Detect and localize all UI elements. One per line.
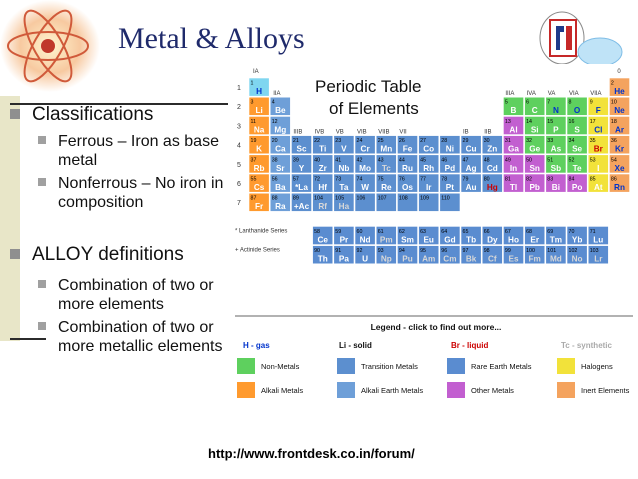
element-number: 74 xyxy=(356,176,363,183)
element-symbol: Ru xyxy=(402,163,413,173)
element-number: 36 xyxy=(610,138,617,145)
element-symbol: K xyxy=(256,144,263,154)
element-symbol: Ag xyxy=(465,163,477,173)
element-number: 103 xyxy=(589,248,599,255)
element-number: 85 xyxy=(589,176,596,183)
sub-bullet-ferrous: Ferrous – Iron as base metal xyxy=(8,132,232,170)
element-symbol: Re xyxy=(381,183,392,192)
element-number: 108 xyxy=(398,195,408,202)
actinide-label: + Actinide Series xyxy=(235,247,280,254)
element-symbol: Al xyxy=(509,125,518,135)
element-number: 94 xyxy=(398,248,405,255)
group-label: VB xyxy=(335,129,344,136)
element-symbol: B xyxy=(510,106,517,116)
element-symbol: C xyxy=(531,106,538,116)
element-number: 50 xyxy=(526,157,533,164)
element-symbol: Mo xyxy=(359,163,372,173)
element-number: 18 xyxy=(610,118,617,125)
element-number: 84 xyxy=(568,176,575,183)
element-symbol: Be xyxy=(275,106,286,116)
element-symbol: Zr xyxy=(318,163,327,173)
element-symbol: Dy xyxy=(487,235,498,245)
element-number: 29 xyxy=(462,138,469,145)
element-number: 37 xyxy=(250,157,257,164)
element-number: 101 xyxy=(547,248,557,255)
element-symbol: Kr xyxy=(614,144,625,154)
element-number: 43 xyxy=(377,157,384,164)
element-number: 107 xyxy=(377,195,387,202)
element-number: 83 xyxy=(547,176,554,183)
period-label: 5 xyxy=(237,161,241,169)
element-number: 53 xyxy=(589,157,596,164)
element-number: 87 xyxy=(250,195,257,202)
element-number: 19 xyxy=(250,138,257,145)
element-symbol: Fm xyxy=(528,254,541,264)
element-number: 12 xyxy=(271,118,278,125)
element-symbol: Cu xyxy=(465,144,477,154)
element-symbol: Pd xyxy=(444,163,456,173)
element-symbol: Pu xyxy=(402,254,413,264)
element-number: 72 xyxy=(314,176,321,183)
element-number: 39 xyxy=(292,157,299,164)
element-number: 80 xyxy=(483,176,490,183)
legend-label: Inert Elements xyxy=(581,386,630,395)
element-number: 11 xyxy=(250,118,256,125)
element-symbol: Rn xyxy=(614,183,625,192)
group-label: VIA xyxy=(569,91,579,98)
period-label: 7 xyxy=(237,200,241,208)
element-symbol: Rh xyxy=(423,163,435,173)
element-number: 2 xyxy=(610,80,614,87)
bullet-classifications: Classifications xyxy=(8,104,232,126)
element-symbol: U xyxy=(362,254,369,264)
group-label: IIA xyxy=(273,91,281,98)
element-symbol: Pt xyxy=(445,183,454,192)
element-symbol: Mg xyxy=(274,125,287,135)
element-number: 24 xyxy=(356,138,363,145)
element-number: 52 xyxy=(568,157,575,164)
group-label: VIIB xyxy=(378,129,390,136)
legend-label: Alkali Metals xyxy=(261,386,304,395)
periodic-table-image[interactable] xyxy=(231,64,637,404)
atom-icon xyxy=(0,0,100,92)
element-symbol: Es xyxy=(508,254,519,264)
element-number: 96 xyxy=(441,248,448,255)
element-number: 1 xyxy=(250,80,254,87)
legend-swatch xyxy=(237,358,255,374)
element-symbol: Ti xyxy=(319,144,327,154)
element-symbol: Sc xyxy=(296,144,307,154)
group-label: IA xyxy=(253,69,259,75)
period-label: 2 xyxy=(237,104,241,112)
element-symbol: Ca xyxy=(275,144,286,154)
element-symbol: Tl xyxy=(509,183,518,192)
group-label: VIB xyxy=(357,129,367,136)
element-symbol: Sm xyxy=(401,235,414,245)
element-symbol: Si xyxy=(530,125,539,135)
element-number: 90 xyxy=(314,248,321,255)
element-symbol: Pa xyxy=(338,254,349,264)
element-symbol: Yb xyxy=(571,235,583,245)
element-symbol: Sn xyxy=(529,163,540,173)
element-number: 60 xyxy=(356,228,363,235)
group-label: IVA xyxy=(526,91,536,98)
sub-bullet-alloy-1: Combination of two or more elements xyxy=(8,276,232,314)
element-symbol: Ne xyxy=(614,106,625,116)
element-number: 93 xyxy=(377,248,384,255)
element-number: 40 xyxy=(314,157,321,164)
element-number: 104 xyxy=(314,195,323,202)
element-symbol: Hg xyxy=(486,183,498,192)
element-number: 28 xyxy=(441,138,448,145)
element-number: 25 xyxy=(377,138,384,145)
group-label: IIIB xyxy=(293,129,303,136)
legend-swatch xyxy=(337,358,355,374)
element-number: 110 xyxy=(441,195,450,202)
element-symbol: Tb xyxy=(466,235,477,245)
element-number: 70 xyxy=(568,228,575,235)
element-number: 30 xyxy=(483,138,490,145)
element-number: 89 xyxy=(292,195,299,202)
periodic-table-subtitle: of Elements xyxy=(329,99,419,118)
legend-swatch xyxy=(447,382,465,398)
element-symbol: Lu xyxy=(593,235,604,245)
group-label: IIB xyxy=(484,129,492,136)
element-number: 91 xyxy=(335,248,342,255)
element-symbol: Ra xyxy=(275,202,286,212)
element-number: 100 xyxy=(526,248,535,255)
element-symbol: Cr xyxy=(360,144,370,154)
element-symbol: Ge xyxy=(529,144,541,154)
group-label: IVB xyxy=(314,129,325,136)
element-number: 6 xyxy=(526,99,530,106)
element-number: 15 xyxy=(547,118,554,125)
element-number: 97 xyxy=(462,248,469,255)
element-number: 20 xyxy=(271,138,278,145)
element-symbol: In xyxy=(509,163,518,173)
element-symbol: Ce xyxy=(317,235,328,245)
element-symbol: W xyxy=(361,183,369,192)
element-number: 42 xyxy=(356,157,363,164)
element-number: 14 xyxy=(526,118,533,125)
bullet-alloy-definitions: ALLOY definitions xyxy=(8,244,232,266)
element-number: 102 xyxy=(568,248,578,255)
element-number: 31 xyxy=(504,138,511,145)
element-number: 69 xyxy=(547,228,554,235)
legend-swatch xyxy=(557,358,575,374)
element-symbol: Bk xyxy=(465,254,477,264)
element-number: 66 xyxy=(483,228,490,235)
element-symbol: Se xyxy=(572,144,583,154)
element-number: 8 xyxy=(568,99,572,106)
element-number: 35 xyxy=(589,138,596,145)
legend-label: Alkali Earth Metals xyxy=(361,386,424,395)
element-number: 82 xyxy=(526,176,533,183)
element-number: 9 xyxy=(589,99,593,106)
element-number: 77 xyxy=(420,176,427,183)
element-number: 27 xyxy=(420,138,427,145)
element-symbol: Te xyxy=(572,163,582,173)
group-label: IB xyxy=(463,129,469,136)
element-symbol: Nb xyxy=(338,163,350,173)
legend-state: Tc - synthetic xyxy=(561,341,612,350)
element-symbol: Cl xyxy=(594,125,603,135)
element-symbol: Y xyxy=(298,163,305,173)
element-number: 17 xyxy=(589,118,596,125)
element-number: 45 xyxy=(420,157,427,164)
element-number: 38 xyxy=(271,157,278,164)
element-number: 33 xyxy=(547,138,554,145)
element-symbol: Xe xyxy=(614,163,625,173)
element-number: 99 xyxy=(504,248,511,255)
legend-state: H - gas xyxy=(243,341,270,350)
element-symbol: Sb xyxy=(550,163,562,173)
legend-swatch xyxy=(337,382,355,398)
element-symbol: Fr xyxy=(255,202,264,212)
element-number: 59 xyxy=(335,228,342,235)
element-symbol: Ga xyxy=(508,144,519,154)
legend-state: Br - liquid xyxy=(451,341,489,350)
group-label: VIIA xyxy=(590,91,602,98)
element-symbol: As xyxy=(550,144,562,154)
legend-title: Legend - click to find out more... xyxy=(370,322,502,332)
legend-swatch xyxy=(447,358,465,374)
element-number: 21 xyxy=(292,138,299,145)
element-number: 76 xyxy=(398,176,405,183)
element-number: 56 xyxy=(271,176,278,183)
element-symbol: Cm xyxy=(443,254,457,264)
element-symbol: +Ac xyxy=(293,202,310,212)
element-symbol: At xyxy=(593,183,603,192)
element-number: 58 xyxy=(314,228,321,235)
element-number: 48 xyxy=(483,157,490,164)
bullet-list xyxy=(8,104,232,356)
element-number: 73 xyxy=(335,176,342,183)
element-number: 41 xyxy=(335,157,342,164)
source-url[interactable]: http://www.frontdesk.co.in/forum/ xyxy=(208,446,415,461)
element-symbol: Mn xyxy=(380,144,393,154)
legend-label: Non-Metals xyxy=(261,362,300,371)
element-number: 46 xyxy=(441,157,448,164)
element-symbol: Br xyxy=(593,144,603,154)
legend-label: Rare Earth Metals xyxy=(471,362,532,371)
element-symbol: Pm xyxy=(379,235,393,245)
element-number: 13 xyxy=(504,118,511,125)
element-symbol: V xyxy=(341,144,347,154)
element-symbol: Th xyxy=(317,254,328,264)
element-symbol: Fe xyxy=(402,144,413,154)
element-symbol: Tm xyxy=(549,235,563,245)
period-label: 1 xyxy=(237,85,241,92)
element-symbol: Co xyxy=(423,144,435,154)
element-number: 75 xyxy=(377,176,384,183)
legend-label: Transition Metals xyxy=(361,362,418,371)
element-symbol: Bi xyxy=(551,183,560,192)
element-symbol: Tc xyxy=(381,163,391,173)
element-symbol: F xyxy=(595,106,601,116)
element-symbol: Er xyxy=(530,235,540,245)
element-number: 10 xyxy=(610,99,617,106)
element-symbol: Zn xyxy=(487,144,498,154)
lanthanide-label: * Lanthanide Series xyxy=(235,228,288,235)
element-symbol: Np xyxy=(380,254,392,264)
element-symbol: Rf xyxy=(318,202,328,212)
element-symbol: Os xyxy=(402,183,413,192)
element-symbol: Au xyxy=(465,183,477,192)
element-number: 47 xyxy=(462,157,469,164)
element-number: 78 xyxy=(441,176,448,183)
element-symbol: Ha xyxy=(338,202,350,212)
element-number: 98 xyxy=(483,248,490,255)
element-number: 63 xyxy=(420,228,427,235)
element-number: 23 xyxy=(335,138,342,145)
element-number: 65 xyxy=(462,228,469,235)
element-number: 68 xyxy=(526,228,533,235)
element-symbol: Ni xyxy=(445,144,454,154)
element-symbol: Nd xyxy=(359,235,371,245)
element-symbol: Ho xyxy=(508,235,519,245)
element-number: 16 xyxy=(568,118,575,125)
element-number: 54 xyxy=(610,157,617,164)
legend-label: Other Metals xyxy=(471,386,514,395)
group-label: IIIA xyxy=(505,91,515,98)
element-number: 34 xyxy=(568,138,575,145)
element-symbol: Na xyxy=(253,125,265,135)
element-symbol: Sr xyxy=(275,163,285,173)
element-symbol: Cs xyxy=(253,183,265,192)
element-symbol: S xyxy=(574,125,580,135)
legend-label: Halogens xyxy=(581,362,613,371)
group-label: VA xyxy=(547,91,556,98)
element-number: 32 xyxy=(526,138,533,145)
element-symbol: N xyxy=(552,106,559,116)
slide-title: Metal & Alloys xyxy=(118,22,305,55)
element-number: 62 xyxy=(398,228,405,235)
element-symbol: O xyxy=(573,106,581,116)
element-symbol: Gd xyxy=(444,235,456,245)
legend-state: Li - solid xyxy=(339,341,372,350)
element-symbol: Li xyxy=(255,106,263,116)
element-symbol: Hf xyxy=(318,183,328,192)
legend-swatch xyxy=(237,382,255,398)
group-label: 0 xyxy=(617,69,621,75)
element-symbol: Lr xyxy=(594,254,603,264)
element-symbol: Pb xyxy=(529,183,540,192)
element-symbol: No xyxy=(571,254,583,264)
element-symbol: I xyxy=(597,163,600,173)
element-number: 4 xyxy=(271,99,275,106)
element-number: 92 xyxy=(356,248,363,255)
element-symbol: *La xyxy=(295,183,308,192)
element-number: 61 xyxy=(377,228,384,235)
element-symbol: Ba xyxy=(275,183,286,192)
element-number: 86 xyxy=(610,176,617,183)
element-symbol: Ta xyxy=(339,183,349,192)
element-symbol: H xyxy=(256,87,263,96)
element-symbol: Pr xyxy=(339,235,349,245)
element-number: 7 xyxy=(547,99,551,106)
element-number: 81 xyxy=(504,176,511,183)
element-symbol: Md xyxy=(549,254,562,264)
periodic-table-title: Periodic Table xyxy=(315,77,422,96)
element-symbol: Ar xyxy=(614,125,625,135)
element-number: 55 xyxy=(250,176,257,183)
legend-swatch xyxy=(557,382,575,398)
element-symbol: Ir xyxy=(425,183,432,192)
element-number: 109 xyxy=(420,195,429,202)
element-number: 51 xyxy=(547,157,554,164)
element-number: 22 xyxy=(314,138,321,145)
element-symbol: Cd xyxy=(486,163,498,173)
element-symbol: Eu xyxy=(423,235,434,245)
element-symbol: P xyxy=(553,125,559,135)
element-number: 57 xyxy=(292,176,299,183)
element-number: 71 xyxy=(589,228,596,235)
element-number: 64 xyxy=(441,228,448,235)
element-symbol: Po xyxy=(571,183,583,192)
element-number: 49 xyxy=(504,157,511,164)
period-label: 6 xyxy=(237,181,241,188)
element-number: 26 xyxy=(398,138,405,145)
element-number: 5 xyxy=(504,99,508,106)
element-symbol: Am xyxy=(422,254,436,264)
element-symbol: He xyxy=(614,87,625,96)
period-label: 3 xyxy=(237,123,241,131)
element-symbol: Rb xyxy=(253,163,265,173)
element-symbol: Cf xyxy=(487,254,497,264)
element-number: 79 xyxy=(462,176,469,183)
element-number: 67 xyxy=(504,228,511,235)
element-number: 44 xyxy=(398,157,405,164)
sub-bullet-alloy-2: Combination of two or more metallic elements xyxy=(8,318,232,356)
period-label: 4 xyxy=(237,142,241,150)
element-number: 105 xyxy=(335,195,345,202)
element-number: 106 xyxy=(356,195,366,202)
element-number: 88 xyxy=(271,195,278,202)
sub-bullet-nonferrous: Nonferrous – No iron in composition xyxy=(8,174,232,212)
element-number: 95 xyxy=(420,248,427,255)
element-number: 3 xyxy=(250,99,254,106)
group-label: VII xyxy=(399,129,407,136)
